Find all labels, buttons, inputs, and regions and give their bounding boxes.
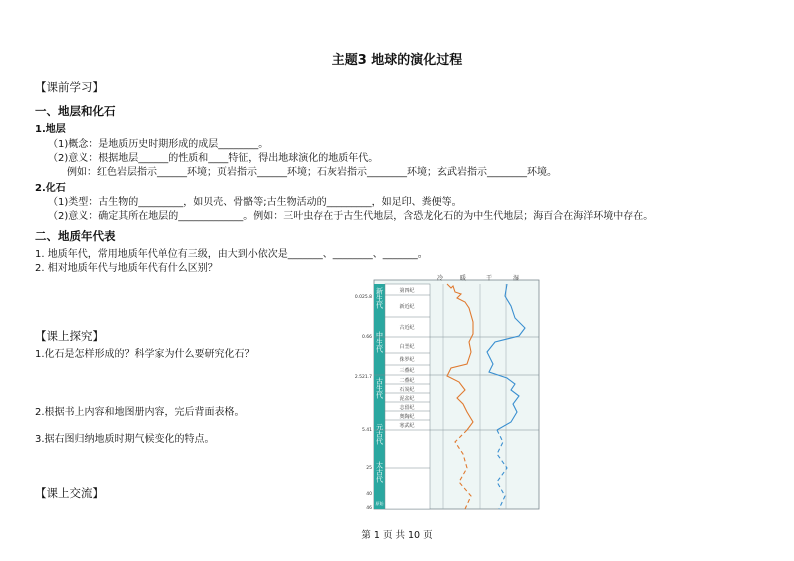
period-ordovician: 奥陶纪 [399, 414, 415, 420]
fossil-types: （1)类型：古生物的_________，如贝壳、骨骼等;古生物活动的_________，如足印、粪便等。 [48, 197, 462, 208]
pre-study-heading: 【课前学习】 [35, 80, 104, 94]
fossil-meaning: （2)意义：确定其所在地层的_____________。例如：三叶虫存在于古生代地层，含恐龙化石的为中生代地层；海百合在海洋环境中存在。 [48, 211, 654, 222]
explore-question-2: 2.根据书上内容和地图册内容，完后背面表格。 [35, 407, 245, 418]
strata-heading: 1.地层 [35, 124, 66, 135]
period-carboniferous: 石炭纪 [399, 387, 415, 393]
label-dry: 干 [486, 275, 493, 282]
period-devonian: 泥盆纪 [399, 396, 415, 402]
explore-question-3: 3.据右图归纳地质时期气候变化的特点。 [35, 434, 215, 445]
age-label-1: 0.025.8 [354, 295, 372, 300]
label-warm: 暖 [460, 275, 467, 282]
label-cold: 冷 [437, 275, 444, 282]
explore-heading: 【课上探究】 [35, 329, 104, 343]
era-question-1: 1. 地质年代，常用地质年代单位有三级，由大到小依次是_______、________、_______。 [35, 249, 428, 260]
strata-meaning: （2)意义：根据地层______的性质和____特征，得出地球演化的地质年代。 [48, 153, 379, 164]
period-silurian: 志留纪 [399, 405, 415, 411]
age-label-2: 0.66 [361, 335, 372, 340]
era-question-2: 2. 相对地质年代与地质年代有什么区别？ [35, 263, 218, 274]
strata-example: 例如：红色岩层指示______环境；页岩指示______环境；石灰岩指示________环境；玄武岩指示________环境。 [67, 167, 557, 178]
period-quaternary: 第四纪 [399, 288, 415, 294]
page-title: 主题3 地球的演化过程 [331, 53, 463, 68]
era-mesozoic: 中生代 [375, 331, 384, 353]
era-note: 原始 [375, 501, 384, 506]
era-archean: 太古代 [375, 461, 384, 483]
period-paleogene: 古近纪 [399, 325, 415, 331]
strata-concept: （1)概念：是地质历史时期形成的成层________。 [48, 139, 269, 150]
age-label-5: 25 [366, 466, 372, 471]
exchange-heading: 【课上交流】 [35, 486, 104, 500]
period-triassic: 三叠纪 [399, 368, 415, 374]
period-permian: 二叠纪 [399, 378, 415, 384]
era-cenozoic: 新生代 [375, 287, 384, 309]
period-cambrian: 寒武纪 [399, 423, 415, 429]
label-wet: 湿 [513, 275, 520, 282]
era-proterozoic: 元古代 [375, 423, 384, 445]
period-jurassic: 侏罗纪 [399, 357, 415, 363]
section-strata-fossils: 一、地层和化石 [35, 104, 116, 118]
climate-history-figure [347, 272, 541, 512]
era-paleozoic: 古生代 [375, 377, 384, 399]
period-cretaceous: 白垩纪 [399, 344, 415, 350]
page-footer: 第 1 页 共 10 页 [361, 530, 433, 541]
age-label-3: 2.521.7 [354, 375, 372, 380]
explore-question-1: 1.化石是怎样形成的？科学家为什么要研究化石？ [35, 349, 255, 360]
age-label-4: 5.41 [361, 428, 372, 433]
age-label-6: 40 [366, 492, 372, 497]
age-label-7: 46 [366, 506, 372, 511]
fossil-heading: 2.化石 [35, 183, 66, 194]
period-neogene: 新近纪 [399, 304, 415, 310]
section-era-table: 二、地质年代表 [35, 229, 116, 243]
